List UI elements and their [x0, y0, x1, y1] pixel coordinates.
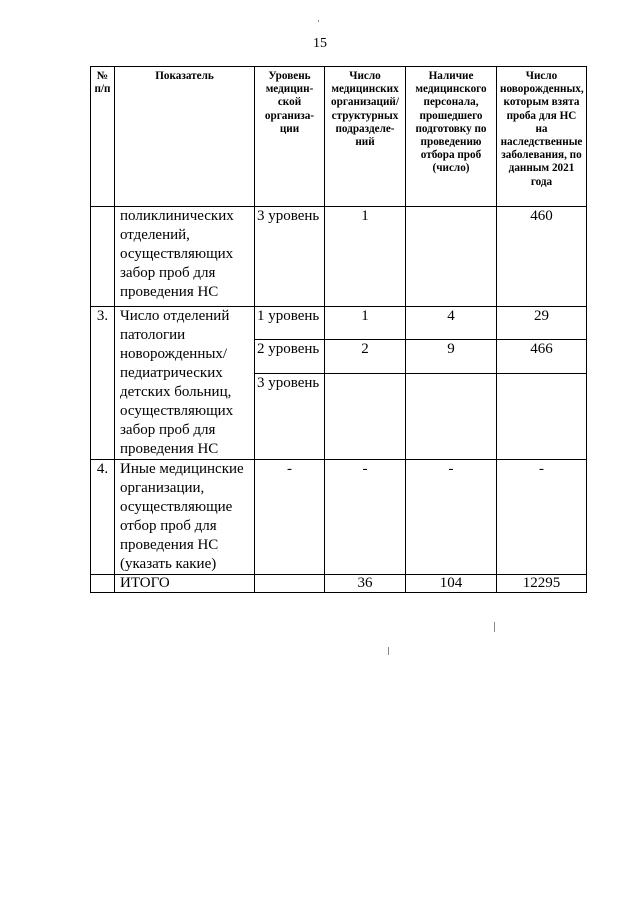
- cell-newborns: 466: [497, 340, 587, 373]
- total-label: ИТОГО: [115, 575, 255, 593]
- cell-staff: [406, 373, 497, 459]
- header-level: Уровень медицин-ской организа-ции: [255, 67, 325, 207]
- header-num: № п/п: [91, 67, 115, 207]
- table-header-row: [91, 67, 587, 207]
- cell-indicator: поликлинических отделений, осуществляющих забор проб для проведения НС: [115, 207, 255, 307]
- cell-org-count: 2: [325, 340, 406, 373]
- header-newborns: Число новорожденных, которым взята проба для НС на наследственные заболевания, по данным 2021 года: [497, 67, 587, 207]
- total-staff: 104: [406, 575, 497, 593]
- page-number: 15: [313, 36, 327, 51]
- cell-newborns: -: [497, 460, 587, 575]
- cell-newborns: [497, 373, 587, 459]
- total-org-count: 36: [325, 575, 406, 593]
- cell-level: 3 уровень: [255, 207, 325, 307]
- scan-speck: [494, 622, 495, 632]
- cell-level: [255, 575, 325, 593]
- cell-num: [91, 575, 115, 593]
- data-table: [90, 66, 587, 593]
- cell-level: 1 уровень: [255, 307, 325, 340]
- header-staff: Наличие медицинского персонала, прошедшего подготовку по проведению отбора проб (число): [406, 67, 497, 207]
- cell-level: 3 уровень: [255, 373, 325, 459]
- cell-staff: [406, 207, 497, 307]
- cell-org-count: 1: [325, 207, 406, 307]
- cell-level: -: [255, 460, 325, 575]
- cell-staff: 4: [406, 307, 497, 340]
- table-row: [91, 460, 587, 575]
- cell-num: 4.: [91, 460, 115, 575]
- total-row: [91, 575, 587, 593]
- cell-org-count: 1: [325, 307, 406, 340]
- cell-indicator: Число отделений патологии новорожденных/ педиатрических детских больниц, осуществляющих забор проб для проведения НС: [115, 307, 255, 460]
- cell-org-count: -: [325, 460, 406, 575]
- cell-staff: -: [406, 460, 497, 575]
- scan-speck: [318, 20, 319, 22]
- scan-speck: [388, 647, 389, 655]
- cell-org-count: [325, 373, 406, 459]
- table-row: [91, 307, 587, 340]
- header-indicator: Показатель: [115, 67, 255, 207]
- cell-level: 2 уровень: [255, 340, 325, 373]
- cell-num: 3.: [91, 307, 115, 460]
- cell-staff: 9: [406, 340, 497, 373]
- cell-num: [91, 207, 115, 307]
- cell-newborns: 29: [497, 307, 587, 340]
- table-row: [91, 207, 587, 307]
- header-org-count: Число медицинских организаций/ структурных подразделе-ний: [325, 67, 406, 207]
- total-newborns: 12295: [497, 575, 587, 593]
- cell-newborns: 460: [497, 207, 587, 307]
- cell-indicator: Иные медицинские организации, осуществляющие отбор проб для проведения НС (указать какие): [115, 460, 255, 575]
